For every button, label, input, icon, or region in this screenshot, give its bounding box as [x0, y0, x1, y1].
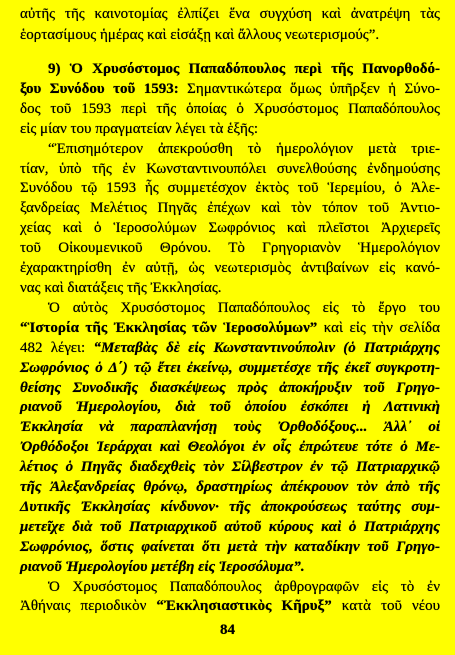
- text-line-content: [20, 458, 440, 478]
- text-line-content: [20, 518, 440, 538]
- text-segment: νας καὶ διατάξεις τῆς Ἐκκλησίας.: [20, 279, 222, 296]
- text-segment: Σωφρόνιος, ὅστις φαίνεται ὅτι μετὰ τὴν καταδίκην τοῦ Γρηγο-: [20, 538, 440, 555]
- text-line-content: [20, 379, 440, 399]
- text-segment: Σωφρόνιος ὁ Δ΄) τῷ ἔτει ἐκείνῳ, συμμετέσχε τῆς ἐκεῖ συγκροτη-: [20, 359, 440, 376]
- paragraph: [20, 578, 440, 618]
- text-line: [20, 339, 440, 359]
- text-line: [20, 558, 440, 578]
- text-segment: Ἐκκλησία νὰ παραπλανήσῃ τοὺς Ὀρθοδόξους... Ἀλλ᾽ οἱ: [20, 419, 440, 436]
- text-line-content: [20, 359, 440, 379]
- text-segment: Δυτικῆς Ἐκκλησίας κίνδυνον· τῆς ἀποκρούσεως ταύτης συμ-: [20, 498, 440, 515]
- text-segment: αὐτῆς τῆς καινοτομίας ἐλπίζει ἕνα συγχύση καὶ ἀνατρέψη τὰς: [20, 6, 440, 22]
- text-line-content: [20, 339, 440, 359]
- text-line: [20, 239, 440, 259]
- text-line: [20, 160, 440, 180]
- text-line-content: [20, 4, 440, 25]
- text-line: [20, 597, 440, 617]
- text-line-content: [20, 438, 440, 458]
- text-line: [20, 100, 440, 120]
- text-line: [20, 179, 440, 199]
- page-text-body: [20, 4, 440, 617]
- text-line: [20, 199, 440, 219]
- text-segment: ξου Συνόδου τοῦ 1593:: [20, 80, 179, 97]
- text-line-content: [48, 578, 440, 598]
- text-segment: ἑορτασίμους ἡμέρας καὶ εἰσάξῃ καὶ ἄλλους νεωτερισμούς”.: [20, 27, 380, 43]
- text-segment: “Ἐκκλησιαστικὸς Κῆρυξ”: [156, 598, 332, 615]
- text-line-content: [20, 25, 379, 46]
- text-segment: 9) Ὁ Χρυσόστομος Παπαδόπουλος περὶ τῆς Πανορθοδό-: [48, 61, 440, 77]
- text-line: [20, 458, 440, 478]
- text-line: [20, 538, 440, 558]
- text-line: [20, 478, 440, 498]
- text-line-content: [20, 597, 440, 617]
- text-line: [20, 518, 440, 538]
- text-line-content: [20, 239, 440, 259]
- text-line: [20, 140, 440, 160]
- text-line-content: [20, 279, 222, 299]
- text-segment: ἐχαρακτηρίσθη ἐν αὐτῇ, ὡς νεωτερισμὸς ἀντιβαίνων εἰς κανό-: [20, 260, 440, 277]
- text-segment: ξανδρείας Μελέτιος Πηγᾶς ἐπέχων καὶ τὸν τόπον τοῦ Ἀντιο-: [20, 200, 440, 217]
- text-segment: Ὀρθόδοξοι Ἱεράρχαι καὶ Θεολόγοι ἐν οἷς ἐπρώτευε τότε ὁ Με-: [20, 439, 440, 456]
- text-line: [20, 578, 440, 598]
- page-number: 84: [220, 622, 235, 638]
- text-segment: ριανοῦ Ἡμερολογίου, διὰ τοῦ ὁποίου ἐσκόπει ἡ Λατινικὴ: [20, 399, 440, 416]
- text-line-content: [20, 100, 440, 120]
- text-segment: τίαν, ὑπὸ τῆς ἐν Κωνσταντινουπόλει συνελθούσης ἐνδημούσης: [20, 160, 440, 177]
- text-line: [20, 438, 440, 458]
- text-segment: ριανοῦ Ἡμερολογίου μετέβη εἰς Ἱεροσόλυμα”.: [20, 558, 305, 575]
- text-line: [20, 418, 440, 438]
- text-line: [20, 80, 440, 100]
- text-segment: “Ἐπισημότερον ἀπεκρούσθη τὸ ἡμερολόγιον μετὰ τριε-: [48, 140, 440, 157]
- text-line-content: [20, 558, 305, 578]
- text-segment: εἰς μίαν του πραγματείαν λέγει τὰ ἑξῆς:: [20, 120, 259, 137]
- text-line: [20, 219, 440, 239]
- text-line: [20, 4, 440, 25]
- text-segment: Σημαντικώτερα ὅμως ὑπῆρξεν ἡ Σύνο-: [178, 80, 440, 97]
- text-segment: κατὰ τοῦ νέου: [331, 598, 440, 615]
- text-segment: Ὁ αὐτὸς Χρυσόστομος Παπαδόπουλος εἰς τὸ ἔργο του: [48, 299, 440, 316]
- text-line-content: [48, 140, 440, 160]
- text-segment: “Ἱστορία τῆς Ἐκκλησίας τῶν Ἱεροσολύμων”: [20, 319, 318, 336]
- text-line-content: [20, 160, 440, 180]
- paragraph: [20, 299, 440, 578]
- text-segment: μετεῖχε διὰ τοῦ Πατριαρχικοῦ αὐτοῦ κύρους καὶ ὁ Πατριάρχης: [20, 518, 440, 535]
- text-segment: Συνόδου τῷ 1593 ἧς συμμετέσχον ἐκτὸς τοῦ Ἱερεμίου, ὁ Ἀλε-: [20, 180, 440, 197]
- text-segment: 482 λέγει:: [20, 339, 94, 356]
- text-line: [20, 279, 440, 299]
- text-line-content: [20, 418, 440, 438]
- text-segment: χείας καὶ ὁ Ἱεροσολύμων Σωφρόνιος καὶ πλεῖστοι Ἀρχιερεῖς: [20, 220, 440, 237]
- text-segment: τοῦ Οἰκουμενικοῦ Θρόνου. Τὸ Γρηγοριανὸν Ἡμερολόγιον: [20, 240, 440, 257]
- text-line: [20, 299, 440, 319]
- text-line-content: [20, 259, 440, 279]
- text-line: [20, 60, 440, 80]
- text-line-content: [20, 398, 440, 418]
- text-line-content: [20, 538, 440, 558]
- text-line-content: [20, 179, 440, 199]
- text-line-content: [48, 60, 440, 80]
- text-line-content: [20, 319, 440, 339]
- text-segment: “Μεταβὰς δὲ εἰς Κωνσταντινούπολιν (ὁ Πατριάρχης: [93, 339, 440, 356]
- text-segment: καὶ εἰς τὴν σελίδα: [317, 319, 440, 336]
- text-line-content: [20, 219, 440, 239]
- paragraph: [20, 140, 440, 299]
- text-segment: θείσης Συνοδικῆς διασκέψεως πρὸς ἀποκήρυξιν τοῦ Γρηγο-: [20, 379, 440, 396]
- text-line: [20, 379, 440, 399]
- paragraph: [20, 60, 440, 140]
- text-line-content: [48, 299, 440, 319]
- text-line: [20, 25, 440, 46]
- text-line-content: [20, 120, 258, 140]
- text-line: [20, 498, 440, 518]
- text-line-content: [20, 498, 440, 518]
- text-segment: δος τοῦ 1593 περὶ τῆς ὁποίας ὁ Χρυσόστομος Παπαδόπουλος: [20, 100, 440, 117]
- text-segment: Ἀθήναις περιοδικὸν: [20, 598, 157, 615]
- text-line: [20, 398, 440, 418]
- text-segment: λέτιος ὁ Πηγᾶς διαδεχθεὶς τὸν Σίλβεστρον ἐν τῷ Πατριαρχικῷ: [20, 459, 440, 476]
- text-line-content: [20, 478, 440, 498]
- text-line-content: [20, 80, 440, 100]
- paragraph: [20, 4, 440, 46]
- text-line: [20, 259, 440, 279]
- text-line: [20, 319, 440, 339]
- text-segment: τῆς Ἀλεξανδρείας θρόνῳ, δραστηρίως ἀπέκρουον τὸν ἀπὸ τῆς: [20, 479, 440, 496]
- text-line: [20, 120, 440, 140]
- text-segment: Ὁ Χρυσόστομος Παπαδόπουλος ἀρθρογραφῶν εἰς τὸ ἐν: [48, 578, 440, 595]
- text-line-content: [20, 199, 440, 219]
- text-line: [20, 359, 440, 379]
